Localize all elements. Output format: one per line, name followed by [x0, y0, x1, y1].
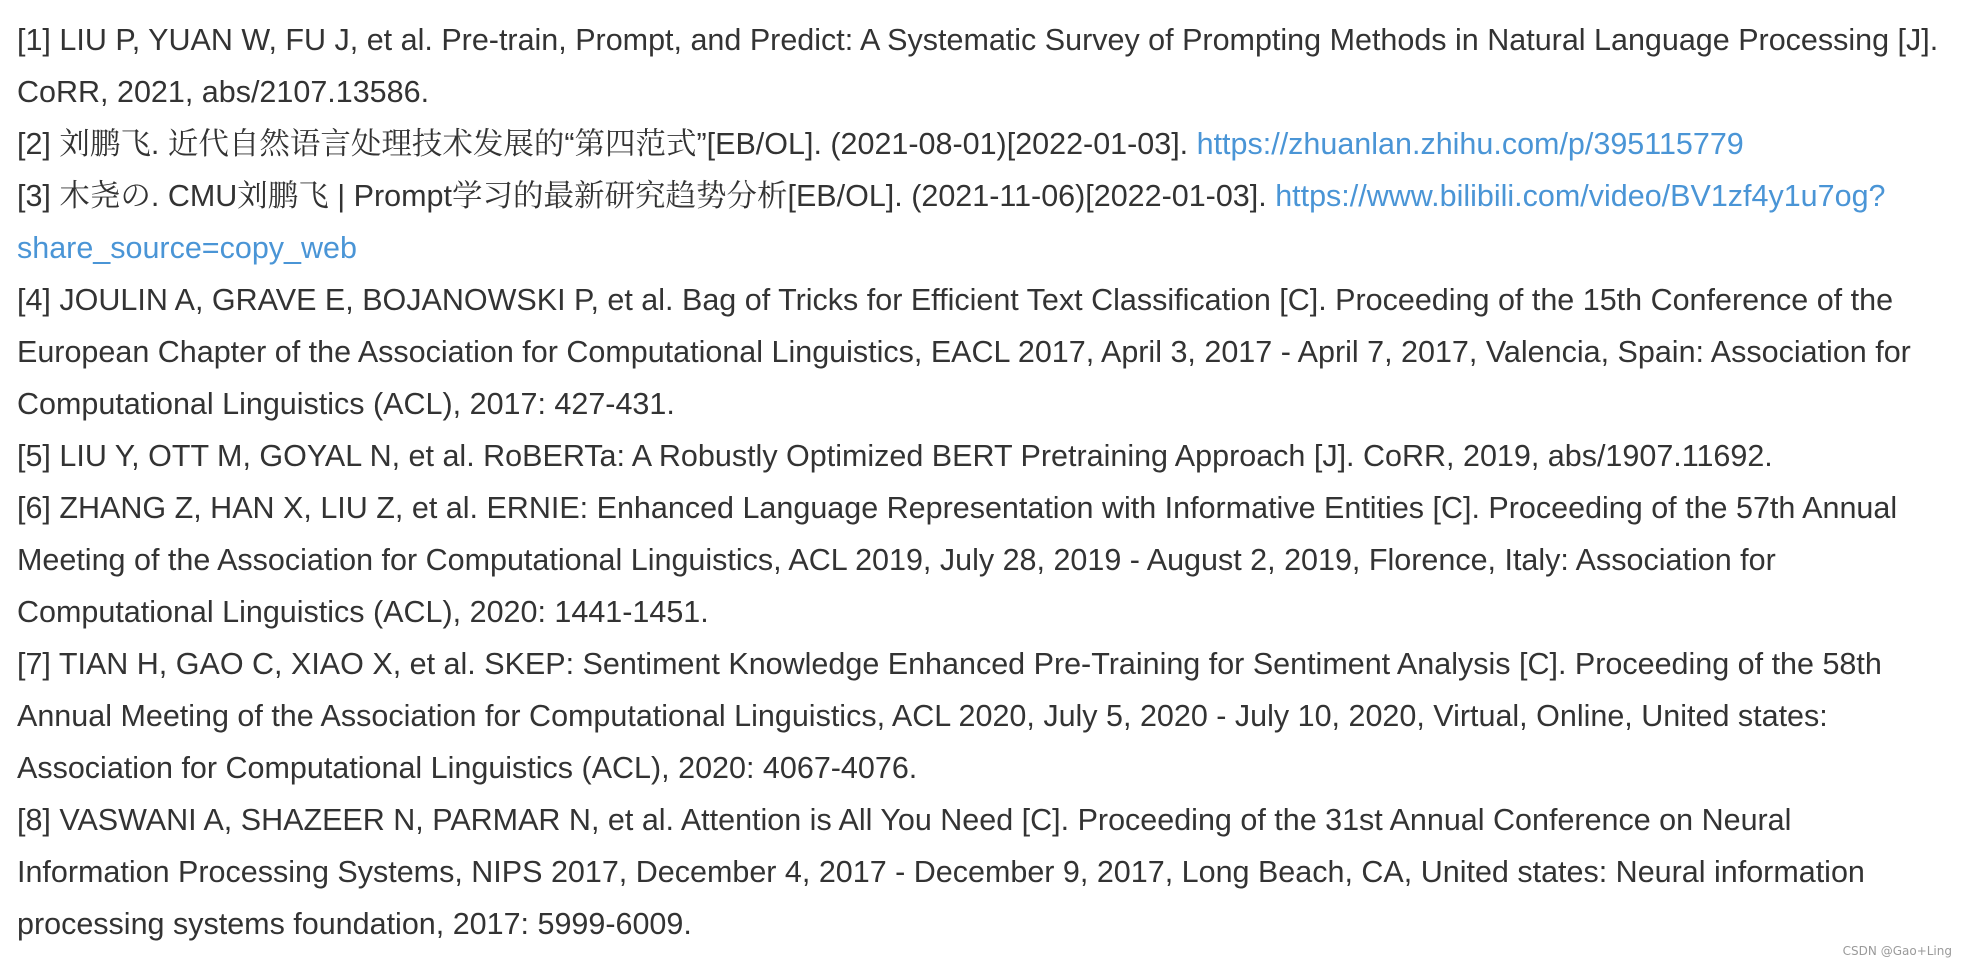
reference-link[interactable]: https://www.bilibili.com/video/BV1zf4y1u7og?share_source=copy_web [17, 179, 1886, 265]
reference-item-7 [17, 638, 1947, 794]
reference-text: [6] ZHANG Z, HAN X, LIU Z, et al. ERNIE: Enhanced Language Representation with Informative Entities [C]. Proceeding of the 57th Annual Meeting of the Association for Computational Linguistics, ACL 2019, July 28, 2019 - August 2, 2019, Florence, Italy: Association for Computational Linguistics (ACL), 2020: 1441-1451. [17, 491, 1898, 629]
reference-item-3 [17, 170, 1947, 274]
reference-text: [7] TIAN H, GAO C, XIAO X, et al. SKEP: Sentiment Knowledge Enhanced Pre-Training for Sentiment Analysis [C]. Proceeding of the 58th Annual Meeting of the Association for Computational Linguistics, ACL 2020, July 5, 2020 - July 10, 2020, Virtual, Online, United states: Association for Computational Linguistics (ACL), 2020: 4067-4076. [17, 647, 1882, 785]
reference-item-1 [17, 14, 1947, 118]
reference-text: [1] LIU P, YUAN W, FU J, et al. Pre-train, Prompt, and Predict: A Systematic Survey of Prompting Methods in Natural Language Processing [J]. CoRR, 2021, abs/2107.13586. [17, 23, 1939, 109]
reference-text: [3] 木尧の. CMU刘鹏飞 | Prompt学习的最新研究趋势分析[EB/OL]. (2021-11-06)[2022-01-03]. [17, 179, 1276, 213]
reference-item-8 [17, 794, 1947, 950]
reference-text: [4] JOULIN A, GRAVE E, BOJANOWSKI P, et al. Bag of Tricks for Efficient Text Classification [C]. Proceeding of the 15th Conference of the European Chapter of the Association for Computational Linguistics, EACL 2017, April 3, 2017 - April 7, 2017, Valencia, Spain: Association for Computational Linguistics (ACL), 2017: 427-431. [17, 283, 1911, 421]
reference-item-4 [17, 274, 1947, 430]
reference-text: [2] 刘鹏飞. 近代自然语言处理技术发展的“第四范式”[EB/OL]. (2021-08-01)[2022-01-03]. [17, 127, 1197, 161]
reference-item-2 [17, 118, 1947, 170]
reference-text: [5] LIU Y, OTT M, GOYAL N, et al. RoBERTa: A Robustly Optimized BERT Pretraining Approach [J]. CoRR, 2019, abs/1907.11692. [17, 439, 1773, 473]
reference-item-6 [17, 482, 1947, 638]
reference-link[interactable]: https://zhuanlan.zhihu.com/p/395115779 [1196, 127, 1744, 161]
watermark: CSDN @Gao+Ling [1842, 944, 1952, 958]
reference-list [17, 14, 1947, 950]
reference-item-5 [17, 430, 1947, 482]
reference-text: [8] VASWANI A, SHAZEER N, PARMAR N, et al. Attention is All You Need [C]. Proceeding of the 31st Annual Conference on Neural Information Processing Systems, NIPS 2017, December 4, 2017 - December 9, 2017, Long Beach, CA, United states: Neural information processing systems foundation, 2017: 5999-6009. [17, 803, 1865, 941]
